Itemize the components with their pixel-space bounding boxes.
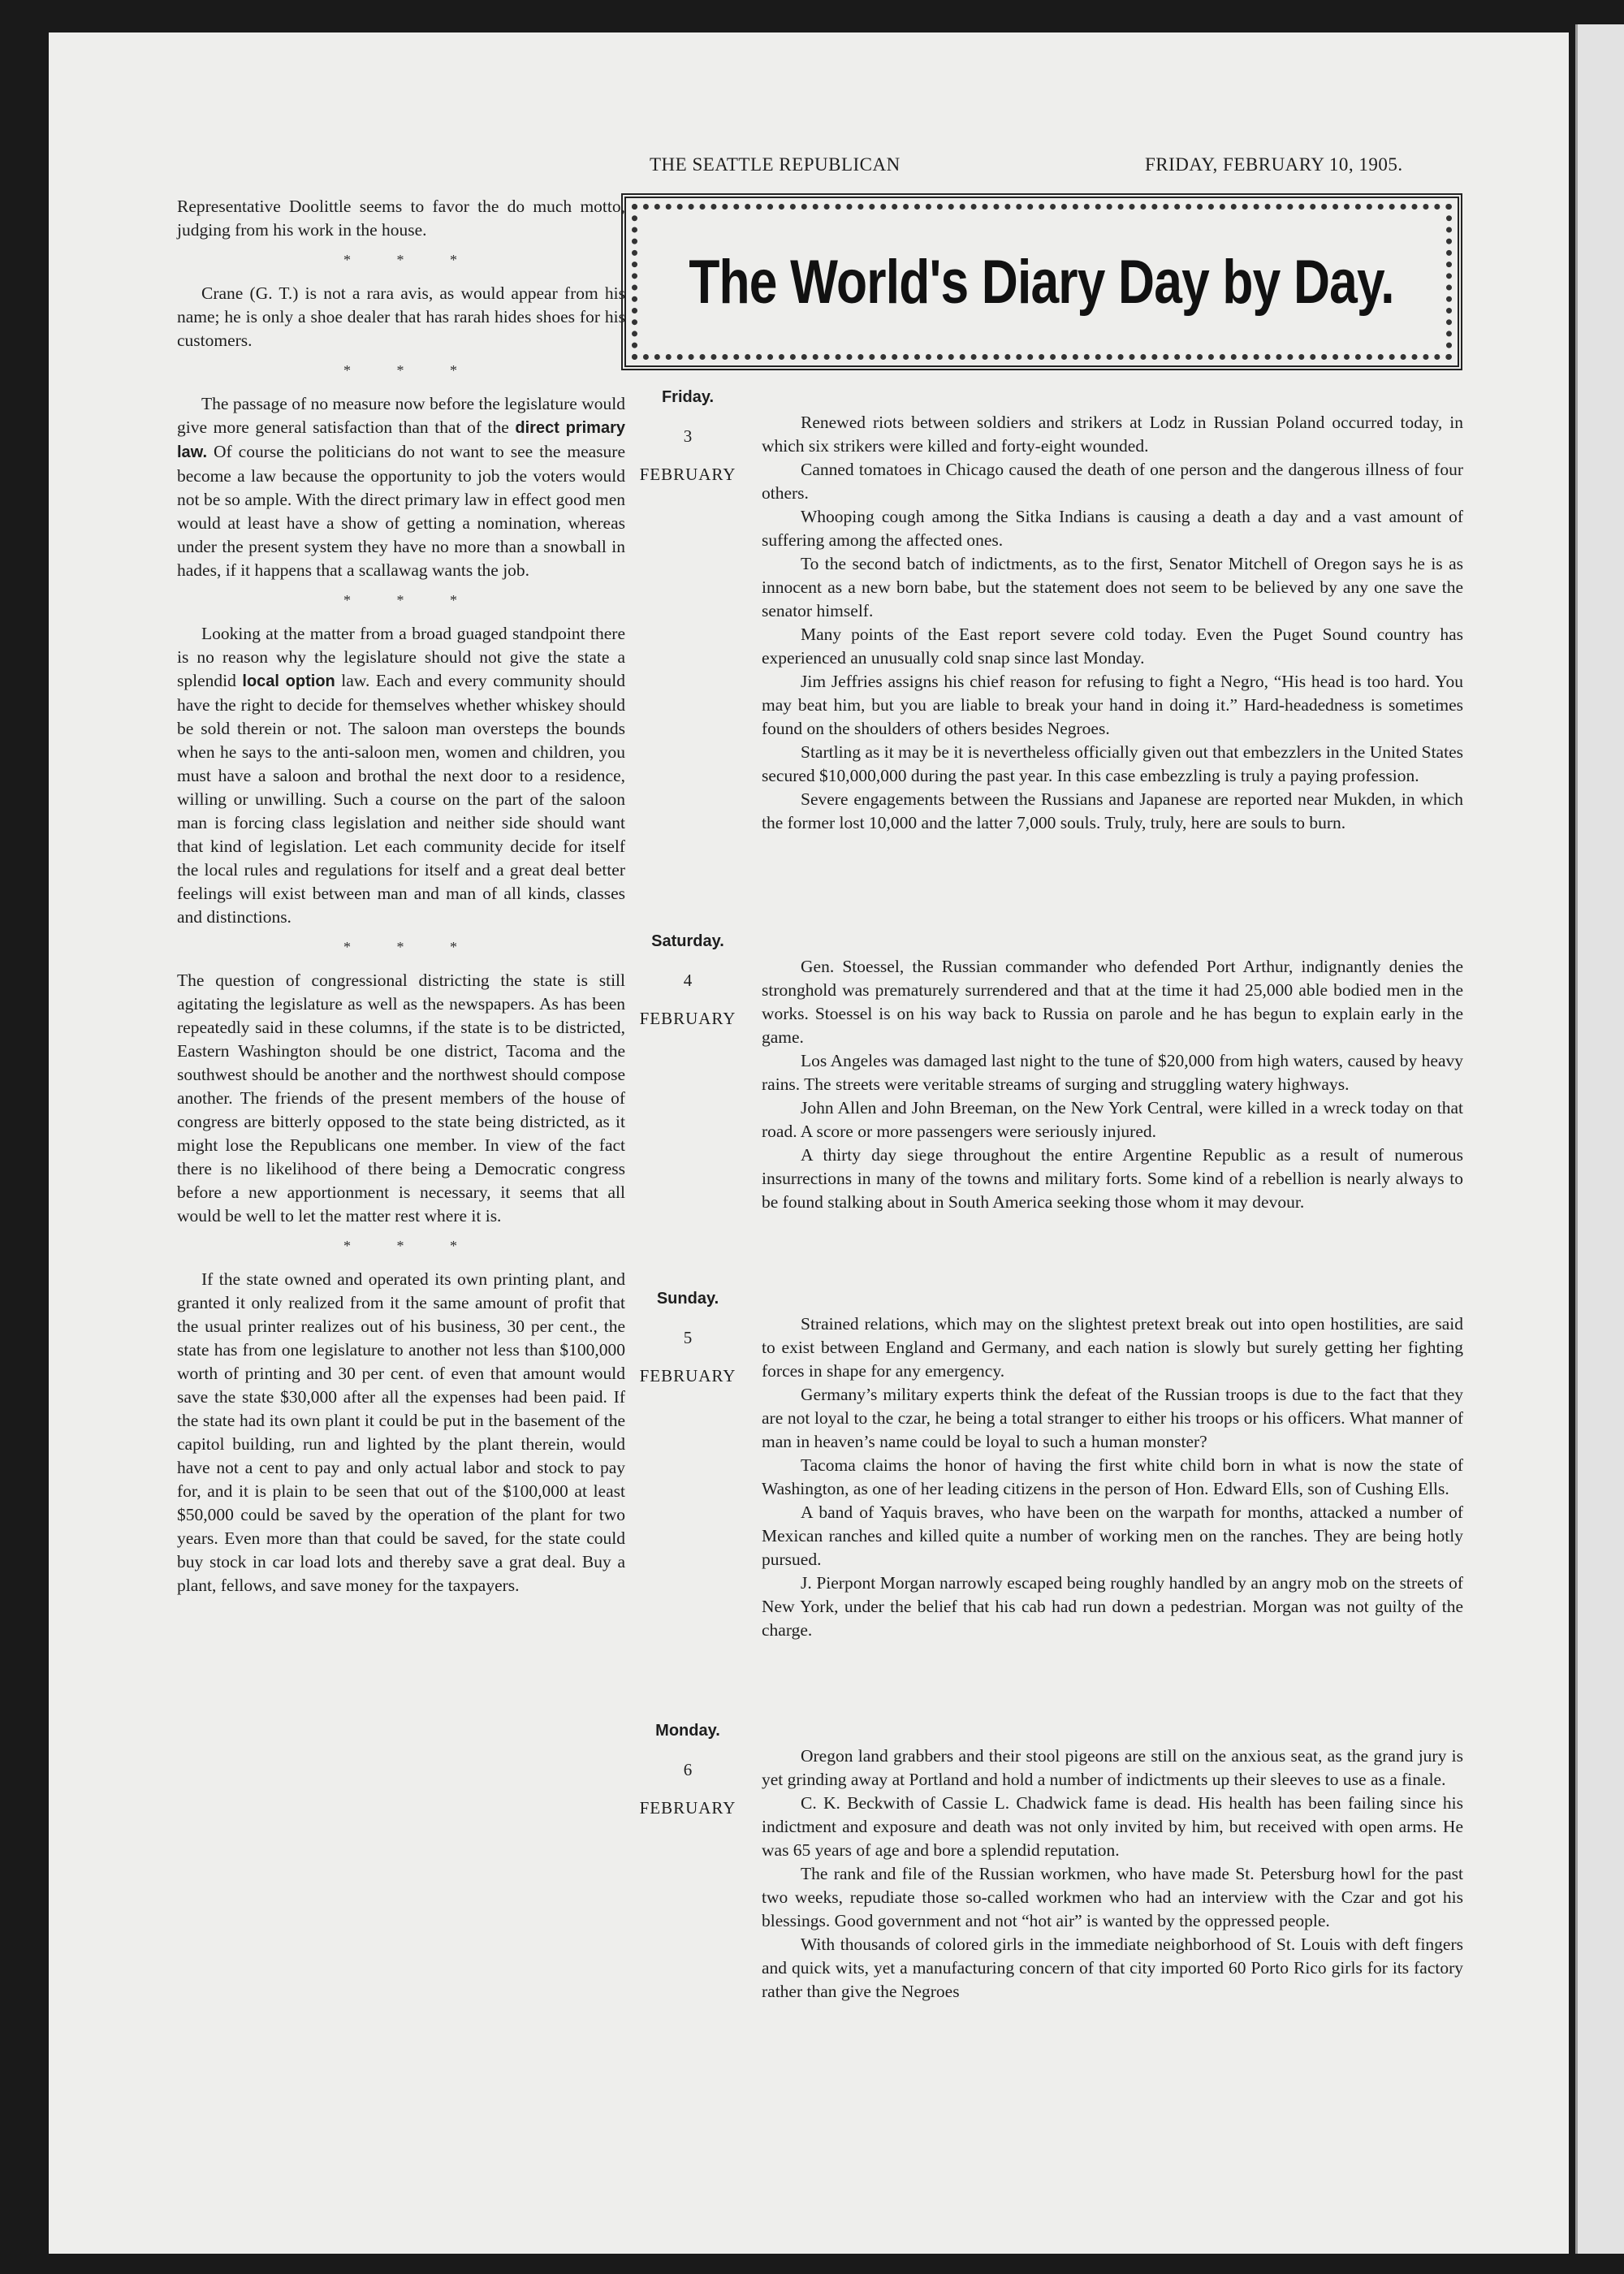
editorial-paragraph: The question of congressional districting the state is still agitating the legislature as well as the newspapers. As has been repeatedly said in these columns, if the state is to be districted, Eastern Washington should be one district, Tacoma and the southwest should be another and the northwest should compose another. The friends of the present members of the house of congress are bitterly opposed to the state being districted, as it might lose the Republicans one member. In view of the fact there is no likelihood of there being a Democratic congress before a new apportionment is necessary, it seems that all would be well to let the matter rest where it is.	[177, 971, 625, 1226]
emphasis-text: direct primary law.	[177, 419, 625, 461]
news-item: Tacoma claims the honor of having the first white child born in what is now the state of Washington, as one of her leading citizens in the person of Hon. Edward Ells, son of Cushing Ells.	[762, 1455, 1463, 1498]
day-month: FEBRUARY	[639, 1009, 736, 1028]
news-item: Gen. Stoessel, the Russian commander who defended Port Arthur, indignantly denies the stronghold was prematurely surrendered and that at the time it had 25,000 able bodied men in the works. Stoessel is on his way back to Russia on parole and he has begun to explain early in the game.	[762, 957, 1463, 1047]
day-entries	[762, 955, 1463, 1214]
day-name: Saturday.	[651, 932, 724, 950]
section-separator: * * *	[343, 592, 478, 608]
day-entries	[762, 1744, 1463, 2004]
section-separator: * * *	[343, 362, 478, 378]
day-name: Friday.	[661, 388, 715, 406]
news-item: C. K. Beckwith of Cassie L. Chadwick fame is dead. His health has been failing since his indictment and exposure and death was not only invited by him, but received with open arms. He was 65 years of age and bore a splendid reputation.	[762, 1793, 1463, 1860]
editorial-column	[177, 195, 625, 1597]
day-label	[627, 932, 749, 1029]
news-item: Renewed riots between soldiers and strikers at Lodz in Russian Poland occurred today, in which six strikers were killed and forty-eight wounded.	[762, 413, 1463, 456]
news-item: Startling as it may be it is nevertheless officially given out that embezzlers in the United States secured $10,000,000 during the past year. In this case embezzling is truly a paying profession.	[762, 742, 1463, 785]
day-name: Monday.	[655, 1722, 720, 1740]
day-number: 5	[683, 1328, 693, 1347]
news-item: A band of Yaquis braves, who have been on the warpath for months, attacked a number of Mexican ranches and killed quite a number of working men on the ranches. They are being hotly pursued.	[762, 1502, 1463, 1569]
news-item: Los Angeles was damaged last night to the tune of $20,000 from high waters, caused by heavy rains. The streets were veritable streams of surging and struggling watery highways.	[762, 1051, 1463, 1094]
news-item: Canned tomatoes in Chicago caused the death of one person and the dangerous illness of four others.	[762, 460, 1463, 503]
paper-name: THE SEATTLE REPUBLICAN	[650, 154, 901, 175]
emphasis-text: local option	[242, 672, 335, 690]
section-separator: * * *	[343, 1238, 478, 1254]
news-item: With thousands of colored girls in the immediate neighborhood of St. Louis with deft fingers and quick wits, yet a manufacturing concern of that city imported 60 Porto Rico girls for its factory rather than give the Negroes	[762, 1935, 1463, 2001]
diary-banner	[621, 193, 1462, 370]
editorial-paragraph: Crane (G. T.) is not a rara avis, as would appear from his name; he is only a shoe dealer that has rarah hides shoes for his customers.	[177, 283, 625, 350]
editorial-paragraph: Representative Doolittle seems to favor the do much motto, judging from his work in the house.	[177, 197, 625, 240]
section-separator: * * *	[343, 252, 478, 268]
day-number: 4	[683, 971, 693, 990]
editorial-paragraph: If the state owned and operated its own printing plant, and granted it only realized from it the same amount of profit that the usual printer realizes out of his business, 30 per cent., the state has from one legislature to another not less than $100,000 worth of printing and 30 per cent. of even that amount would save the state $30,000 after all the expenses had been paid. If the state had its own plant it could be put in the basement of the capitol building, run and lighted by the plant therein, would have not a cent to pay and only actual labor and stock to pay for, and it is plain to be seen that out of the $100,000 at least $50,000 could be saved by the operation of the plant for two years. Even more than that could be saved, for the state could buy stock in car load lots and thereby save a grat deal. Buy a plant, fellows, and save money for the taxpayers.	[177, 1269, 625, 1595]
news-item: A thirty day siege throughout the entire Argentine Republic as a result of numerous insurrections in many of the towns and military forts. Some kind of a rebellion is nearly always to be found stalking about in South America seeking those whom it may devour.	[762, 1145, 1463, 1212]
adjacent-page-edge	[1575, 24, 1624, 2254]
news-item: Severe engagements between the Russians and Japanese are reported near Mukden, in which the former lost 10,000 and the latter 7,000 souls. Truly, truly, here are souls to burn.	[762, 789, 1463, 832]
day-name: Sunday.	[656, 1290, 719, 1308]
news-item: To the second batch of indictments, as to the first, Senator Mitchell of Oregon says he is as innocent as a new born babe, but the statement does not seem to be believed by any one save the senator himself.	[762, 554, 1463, 620]
issue-date: FRIDAY, FEBRUARY 10, 1905.	[1145, 154, 1403, 175]
day-entries	[762, 411, 1463, 835]
day-month: FEBRUARY	[639, 1798, 736, 1818]
news-item: Strained relations, which may on the slightest pretext break out into open hostilities, are said to exist between England and Germany, and each nation is slowly but surely getting her fighting forces in shape for any emergency.	[762, 1314, 1463, 1381]
day-number: 6	[683, 1760, 693, 1779]
day-month: FEBRUARY	[639, 465, 736, 484]
section-separator: * * *	[343, 939, 478, 955]
banner-dotted-border	[632, 204, 1452, 360]
news-item: John Allen and John Breeman, on the New York Central, were killed in a wreck today on that road. A score or more passengers were seriously injured.	[762, 1098, 1463, 1141]
day-label	[627, 1290, 749, 1386]
editorial-paragraph: The passage of no measure now before the legislature would give more general satisfaction than that of the direct primary law. Of course the politicians do not want to see the measure become a law because the opportunity to job the voters would not be so ample. With the direct primary law in effect good men would at least have a show of getting a nomination, whereas under the present system they have no more than a snowball in hades, if it happens that a scallawag wants the job.	[177, 394, 625, 580]
news-item: Jim Jeffries assigns his chief reason for refusing to fight a Negro, “His head is too hard. You may beat him, but you are liable to break your hand in doing it.” Hard-headedness is sometimes found on the shoulders of others besides Negroes.	[762, 672, 1463, 738]
day-label	[627, 388, 749, 485]
day-label	[627, 1722, 749, 1818]
day-entries	[762, 1312, 1463, 1642]
day-number: 3	[683, 426, 693, 446]
news-item: Oregon land grabbers and their stool pigeons are still on the anxious seat, as the grand jury is yet grinding away at Portland and hold a number of indictments up their sleeves to use as a finale.	[762, 1746, 1463, 1789]
banner-title: The World's Diary Day by Day.	[689, 247, 1395, 317]
day-month: FEBRUARY	[639, 1366, 736, 1386]
editorial-paragraph: Looking at the matter from a broad guaged standpoint there is no reason why the legislature should not give the state a splendid local option law. Each and every community should have the right to decide for themselves whether whiskey should be sold therein or not. The saloon man oversteps the bounds when he says to the anti-saloon men, women and children, you must have a saloon and brothal the next door to a residence, willing or unwilling. Such a course on the part of the saloon man is forcing class legislation and neither side should want that kind of legislation. Let each community decide for itself the local rules and regulations for itself and a great deal better feelings will exist between man and man of all kinds, classes and distinctions.	[177, 624, 625, 927]
news-item: Many points of the East report severe cold today. Even the Puget Sound country has experienced an unusually cold snap since last Monday.	[762, 625, 1463, 668]
news-item: J. Pierpont Morgan narrowly escaped being roughly handled by an angry mob on the streets of New York, under the belief that his cab had run down a pedestrian. Morgan was not guilty of the charge.	[762, 1573, 1463, 1640]
news-item: Whooping cough among the Sitka Indians is causing a death a day and a vast amount of suffering among the affected ones.	[762, 507, 1463, 550]
news-item: The rank and file of the Russian workmen, who have made St. Petersburg howl for the past two weeks, repudiate those so-called workmen who had an interview with the Czar and got his blessings. Good government and not “hot air” is wanted by the oppressed people.	[762, 1864, 1463, 1930]
news-item: Germany’s military experts think the defeat of the Russian troops is due to the fact that they are not loyal to the czar, he being a total stranger to either his troops or his officers. What manner of man in heaven’s name could be loyal to such a human monster?	[762, 1385, 1463, 1451]
newspaper-page	[49, 32, 1569, 2254]
